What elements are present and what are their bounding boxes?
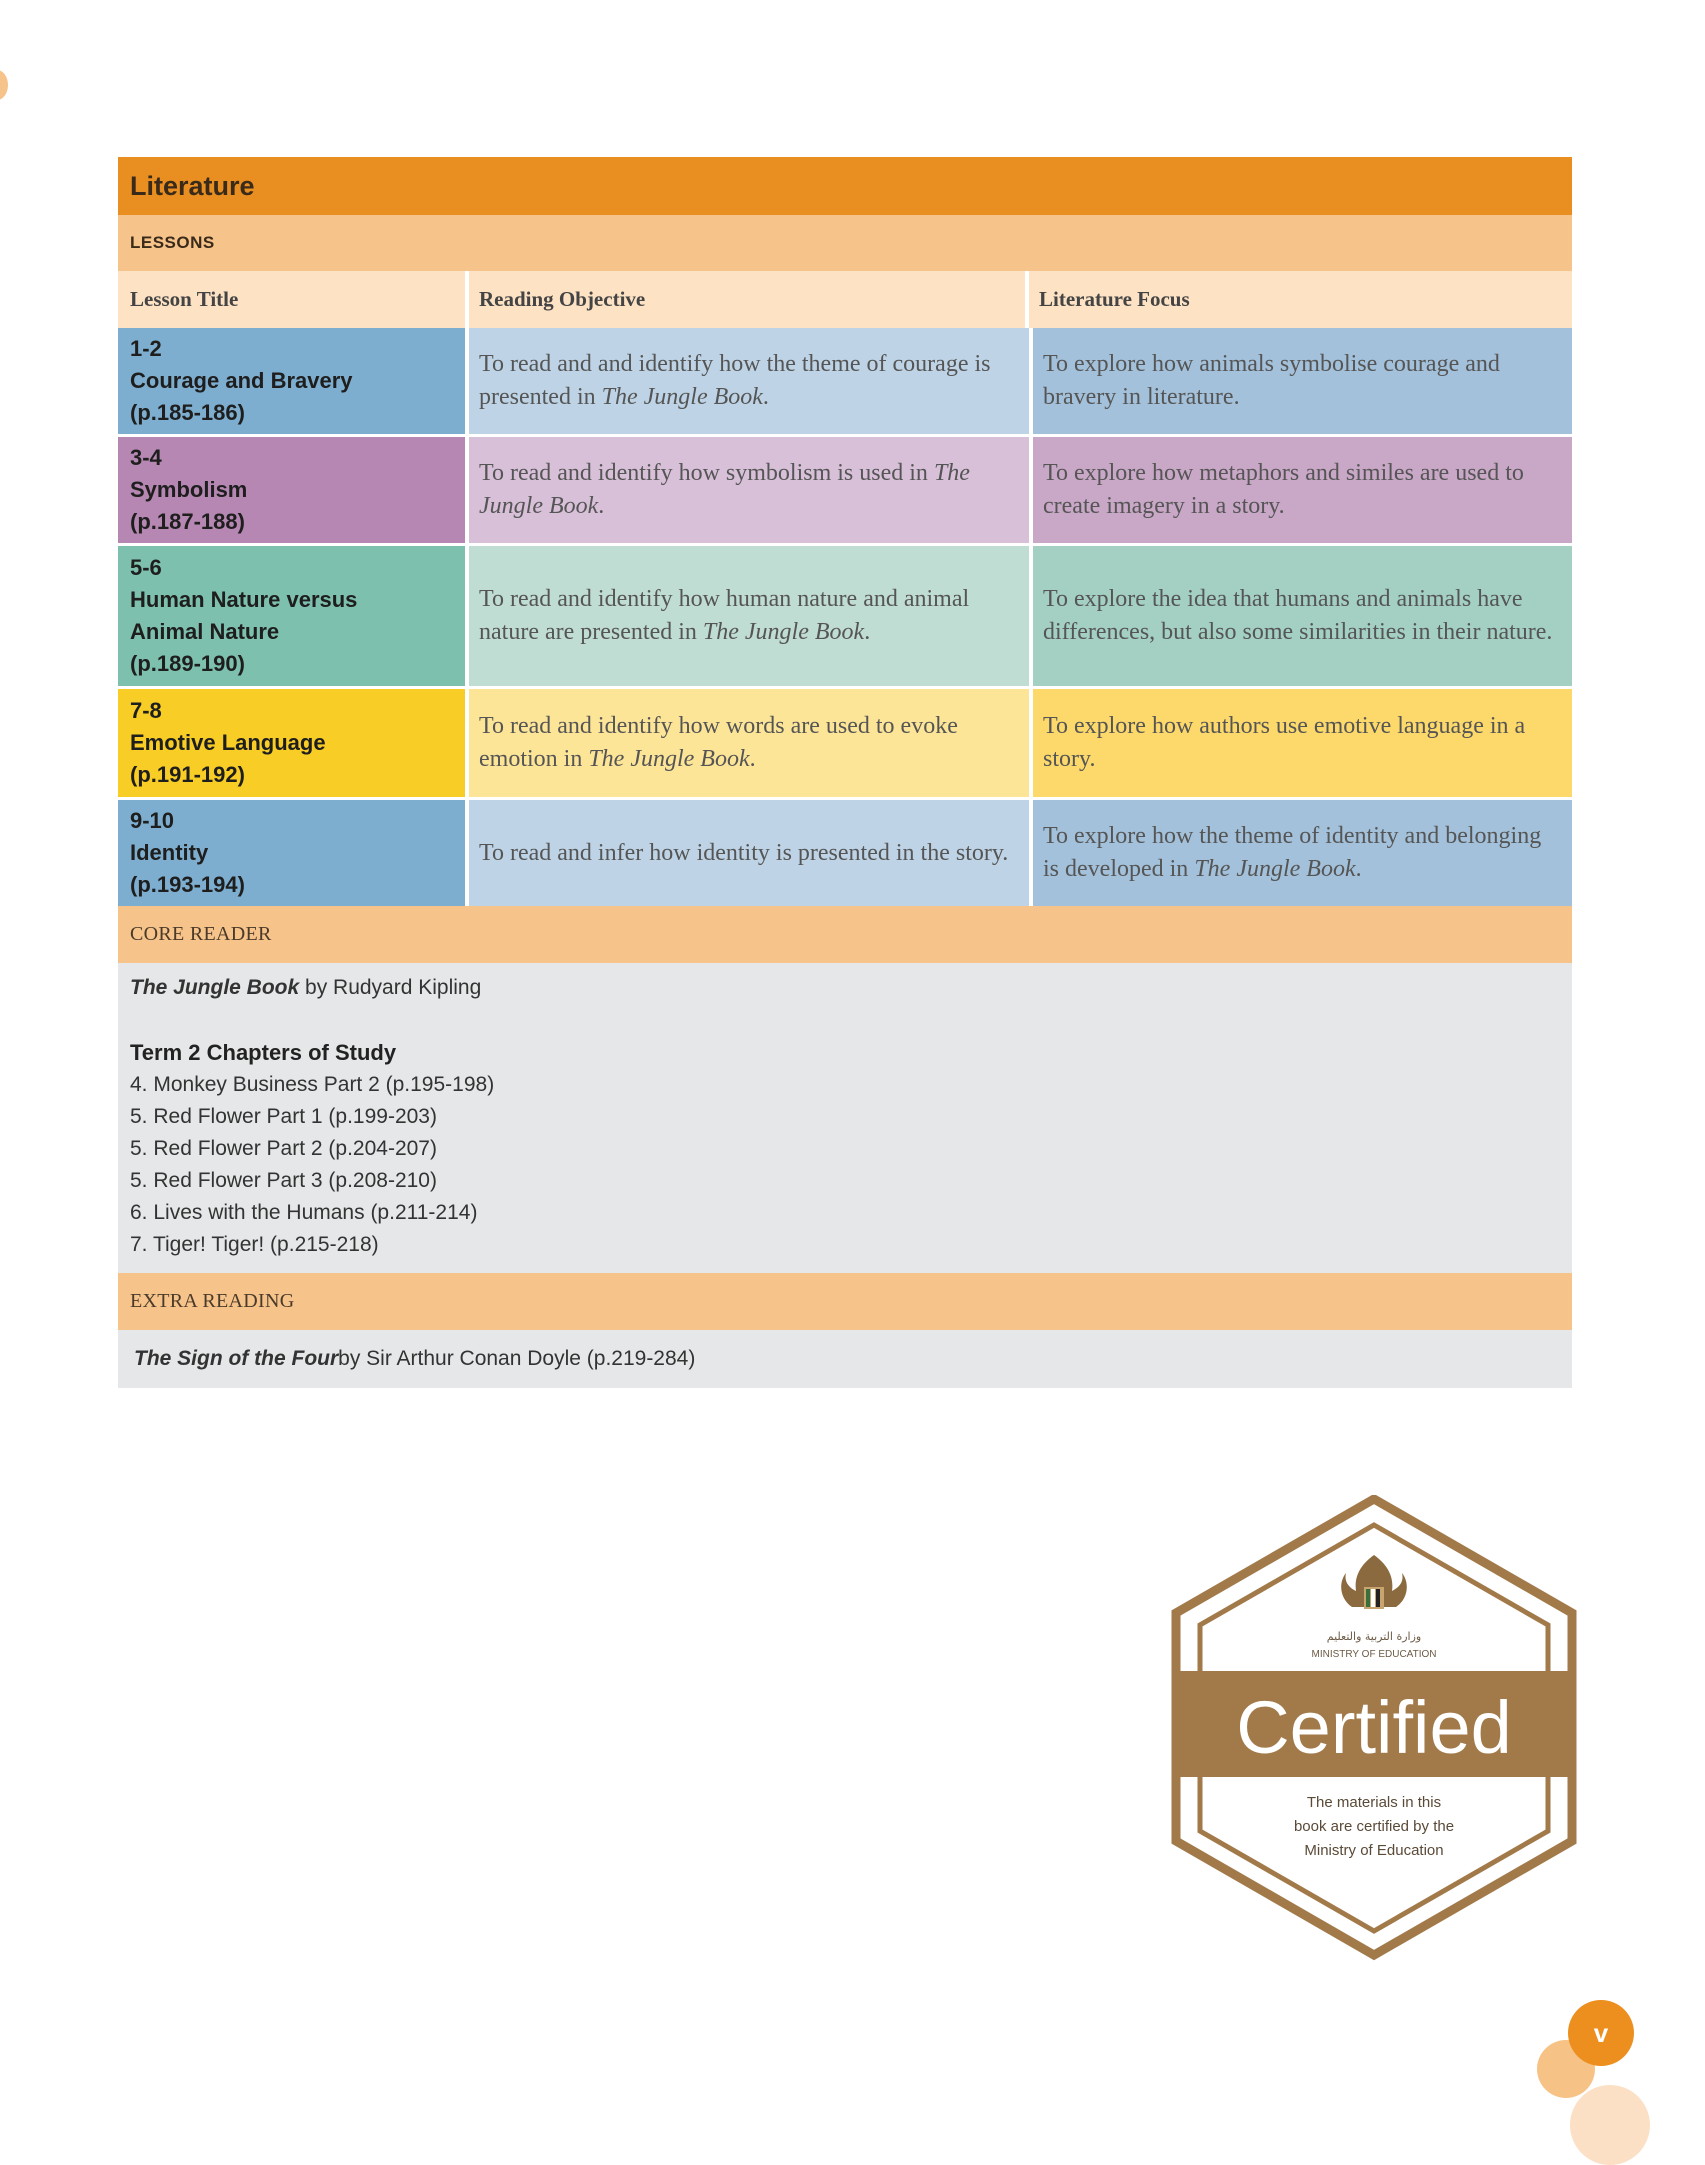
focus-text: To explore how animals symbolise courage and bravery in literature.	[1043, 351, 1500, 410]
literature-focus-cell	[1033, 328, 1572, 434]
lesson-pages: (p.191-192)	[130, 762, 245, 787]
lesson-row	[118, 328, 1572, 437]
extra-reading-label: EXTRA READING	[118, 1273, 1572, 1330]
lesson-title-cell	[118, 328, 465, 434]
lesson-row	[118, 800, 1572, 906]
lesson-pages: (p.187-188)	[130, 509, 245, 534]
extra-book-author: by Sir Arthur Conan Doyle (p.219-284)	[338, 1347, 696, 1370]
lesson-pages: (p.189-190)	[130, 651, 245, 676]
objective-text: To read and identify how human nature and animal nature are presented in The Jungle Book.	[479, 586, 970, 645]
extra-reading-body	[118, 1330, 1572, 1388]
lesson-title-cell	[118, 689, 465, 797]
lesson-number: 7-8	[130, 698, 162, 723]
reading-objective-cell	[469, 437, 1029, 543]
lesson-row	[118, 546, 1572, 689]
extra-book-title: The Sign of the Four	[134, 1347, 339, 1370]
reading-objective-cell	[469, 546, 1029, 686]
badge-line-2: book are certified by the	[1293, 1818, 1455, 1835]
lesson-number: 3-4	[130, 445, 162, 470]
badge-line-3: Ministry of Education	[1304, 1842, 1444, 1859]
core-book-author: by Rudyard Kipling	[299, 976, 482, 999]
chapters-heading: Term 2 Chapters of Study	[130, 1040, 397, 1065]
book-title-italic: The Jungle Book	[601, 384, 763, 410]
objective-text: To read and and identify how the theme of courage is presented in The Jungle Book.	[479, 351, 991, 410]
core-reader-book	[130, 973, 1560, 1003]
column-header-literature-focus: Literature Focus	[1025, 271, 1564, 328]
lesson-title-cell	[118, 437, 465, 543]
literature-focus-cell	[1033, 689, 1572, 797]
ministry-certified-badge	[1168, 1495, 1580, 1961]
lesson-row	[118, 437, 1572, 546]
lesson-row	[118, 689, 1572, 800]
book-title-italic: The Jungle Book	[1194, 856, 1356, 882]
lesson-pages: (p.193-194)	[130, 872, 245, 897]
chapter-item: 5. Red Flower Part 2 (p.204-207)	[130, 1137, 437, 1160]
focus-text: To explore how the theme of identity and belonging is developed in The Jungle Book.	[1043, 823, 1542, 882]
chapter-item: 4. Monkey Business Part 2 (p.195-198)	[130, 1073, 495, 1096]
column-header-row	[118, 271, 1572, 328]
reading-objective-cell	[469, 328, 1029, 434]
section-subtitle: LESSONS	[118, 215, 1572, 271]
badge-line-1: The materials in this	[1306, 1794, 1442, 1811]
lesson-name: Identity	[130, 840, 209, 865]
literature-focus-cell	[1033, 546, 1572, 686]
lesson-name: Symbolism	[130, 477, 248, 502]
section-title: Literature	[118, 157, 1572, 215]
literature-focus-cell	[1033, 800, 1572, 906]
literature-table	[118, 157, 1572, 1388]
reading-objective-cell	[469, 800, 1029, 906]
objective-text: To read and infer how identity is presented in the story.	[479, 839, 1009, 866]
lesson-number: 9-10	[130, 808, 175, 833]
badge-certified-text: Certified	[1236, 1686, 1512, 1769]
lesson-name: Emotive Language	[130, 730, 326, 755]
uae-emblem-icon	[1341, 1555, 1407, 1609]
lesson-title-cell	[118, 546, 465, 686]
core-book-title: The Jungle Book	[130, 976, 300, 999]
badge-ministry-text: MINISTRY OF EDUCATION	[1311, 1649, 1437, 1660]
page-decoration-circle-light	[1570, 2085, 1650, 2165]
book-title-italic: The Jungle Book	[479, 460, 970, 519]
lesson-name: Courage and Bravery	[130, 368, 353, 393]
core-reader-label: CORE READER	[118, 906, 1572, 963]
lesson-number: 5-6	[130, 555, 162, 580]
literature-focus-cell	[1033, 437, 1572, 543]
column-header-lesson-title: Lesson Title	[118, 271, 465, 328]
chapter-item: 5. Red Flower Part 3 (p.208-210)	[130, 1169, 437, 1192]
focus-text: To explore how authors use emotive language in a story.	[1043, 713, 1526, 772]
lesson-number: 1-2	[130, 336, 162, 361]
column-header-reading-objective: Reading Objective	[465, 271, 1025, 328]
badge-arabic-text: وزارة التربية والتعليم	[1326, 1630, 1422, 1643]
book-title-italic: The Jungle Book	[588, 746, 750, 772]
focus-text: To explore how metaphors and similes are used to create imagery in a story.	[1043, 460, 1524, 519]
core-reader-body	[118, 963, 1572, 1273]
book-title-italic: The Jungle Book	[702, 619, 865, 645]
objective-text: To read and identify how words are used to evoke emotion in The Jungle Book.	[479, 713, 958, 772]
lesson-title-cell	[118, 800, 465, 906]
chapter-item: 5. Red Flower Part 1 (p.199-203)	[130, 1105, 437, 1128]
objective-text: To read and identify how symbolism is used in The Jungle Book.	[479, 460, 970, 519]
lesson-pages: (p.185-186)	[130, 400, 245, 425]
reading-objective-cell	[469, 689, 1029, 797]
chapter-item: 6. Lives with the Humans (p.211-214)	[130, 1201, 478, 1224]
lesson-name: Human Nature versus Animal Nature	[130, 587, 358, 644]
corner-decoration	[0, 70, 8, 100]
focus-text: To explore the idea that humans and animals have differences, but also some similarities in their nature.	[1043, 586, 1553, 645]
page-number: v	[1568, 2000, 1634, 2066]
chapter-item: 7. Tiger! Tiger! (p.215-218)	[130, 1233, 379, 1256]
